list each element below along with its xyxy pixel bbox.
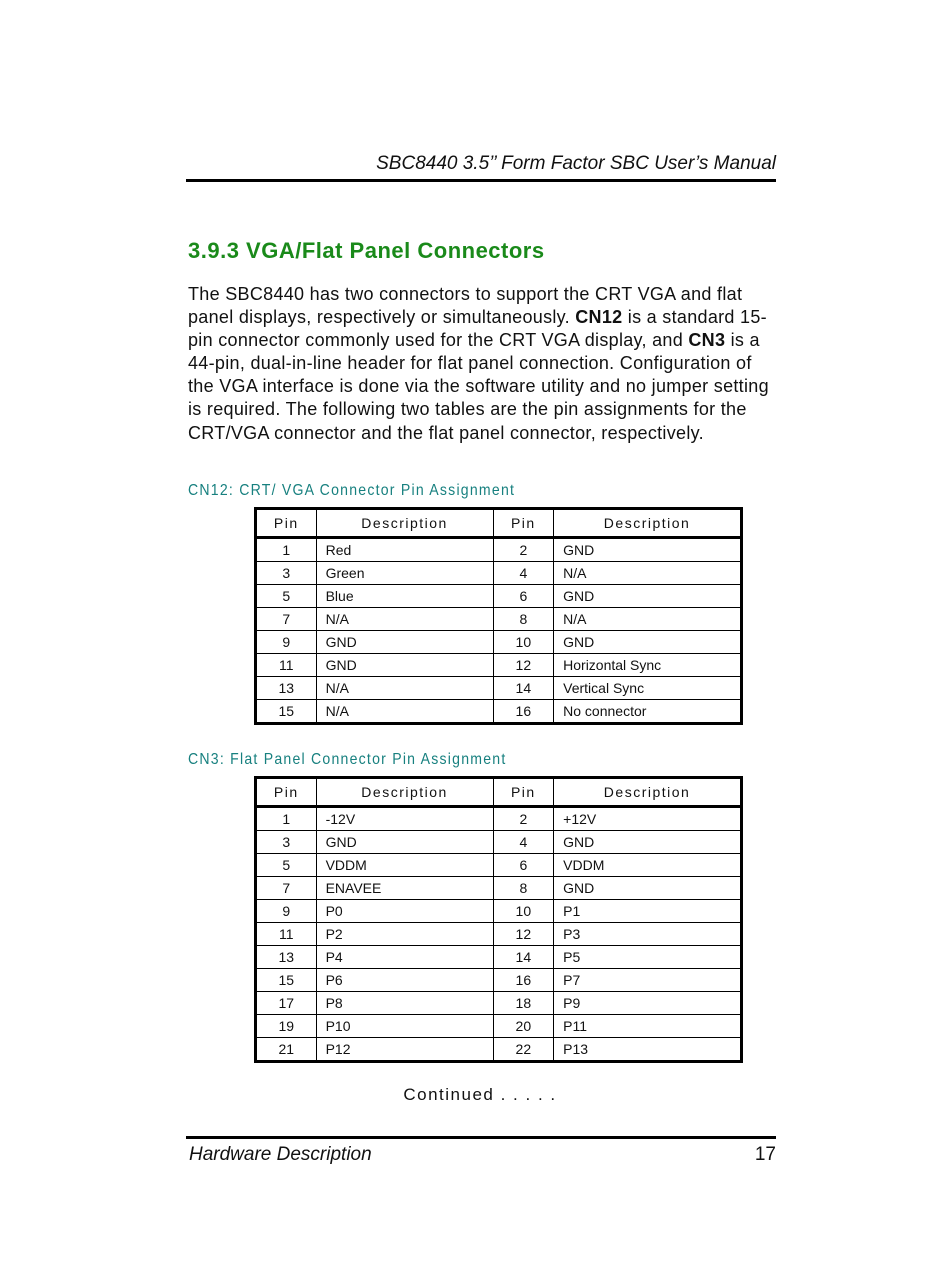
pin-number-cell: 9 bbox=[256, 900, 317, 923]
description-cell: N/A bbox=[554, 562, 742, 585]
pin-number-cell: 15 bbox=[256, 969, 317, 992]
table-row bbox=[256, 608, 742, 631]
intro-paragraph bbox=[188, 283, 778, 445]
table-row bbox=[256, 562, 742, 585]
column-header: Description bbox=[316, 509, 493, 538]
description-cell: ENAVEE bbox=[316, 877, 493, 900]
pin-number-cell: 13 bbox=[256, 946, 317, 969]
table-row bbox=[256, 1015, 742, 1038]
table-row bbox=[256, 854, 742, 877]
running-footer bbox=[186, 1136, 776, 1167]
description-cell: GND bbox=[554, 538, 742, 562]
cn12-table-caption: CN12: CRT/ VGA Connector Pin Assignment bbox=[188, 482, 516, 499]
cn12-table-body bbox=[256, 538, 742, 724]
table-row bbox=[256, 969, 742, 992]
table-row bbox=[256, 900, 742, 923]
description-cell: N/A bbox=[554, 608, 742, 631]
description-cell: P1 bbox=[554, 900, 742, 923]
column-header: Description bbox=[554, 778, 742, 807]
description-cell: P8 bbox=[316, 992, 493, 1015]
pin-number-cell: 5 bbox=[256, 585, 317, 608]
pin-number-cell: 21 bbox=[256, 1038, 317, 1062]
pin-number-cell: 13 bbox=[256, 677, 317, 700]
description-cell: No connector bbox=[554, 700, 742, 724]
description-cell: GND bbox=[316, 631, 493, 654]
cn3-label: CN3 bbox=[688, 330, 726, 351]
pin-number-cell: 10 bbox=[493, 900, 554, 923]
pin-number-cell: 6 bbox=[493, 585, 554, 608]
description-cell: Green bbox=[316, 562, 493, 585]
pin-number-cell: 9 bbox=[256, 631, 317, 654]
table-header-row bbox=[256, 509, 742, 538]
pin-number-cell: 19 bbox=[256, 1015, 317, 1038]
table-row bbox=[256, 831, 742, 854]
cn12-pin-table bbox=[254, 507, 743, 725]
cn12-label: CN12 bbox=[575, 307, 623, 328]
description-cell: N/A bbox=[316, 608, 493, 631]
description-cell: P11 bbox=[554, 1015, 742, 1038]
description-cell: P4 bbox=[316, 946, 493, 969]
page-number: 17 bbox=[754, 1144, 776, 1165]
pin-number-cell: 8 bbox=[493, 608, 554, 631]
description-cell: Blue bbox=[316, 585, 493, 608]
pin-number-cell: 4 bbox=[493, 562, 554, 585]
cn3-table-caption: CN3: Flat Panel Connector Pin Assignment bbox=[188, 751, 507, 768]
description-cell: N/A bbox=[316, 677, 493, 700]
pin-number-cell: 16 bbox=[493, 969, 554, 992]
table-row bbox=[256, 654, 742, 677]
pin-number-cell: 3 bbox=[256, 831, 317, 854]
table-row bbox=[256, 877, 742, 900]
description-cell: Horizontal Sync bbox=[554, 654, 742, 677]
description-cell: GND bbox=[554, 831, 742, 854]
pin-number-cell: 11 bbox=[256, 923, 317, 946]
description-cell: P13 bbox=[554, 1038, 742, 1062]
table-row bbox=[256, 677, 742, 700]
running-header bbox=[186, 152, 776, 182]
cn3-table-body bbox=[256, 807, 742, 1062]
description-cell: P10 bbox=[316, 1015, 493, 1038]
column-header: Description bbox=[316, 778, 493, 807]
intro-text-3: is a 44-pin, dual-in-line header for flat panel connection. Configuration of the VGA interface is done via the software utility and no jumper setting is required. The following two tables are the pin assignments for the CRT/VGA connector and the flat panel connector, respectively. bbox=[188, 330, 769, 443]
manual-title: SBC8440 3.5’’ Form Factor SBC User’s Manual bbox=[376, 153, 776, 174]
pin-number-cell: 12 bbox=[493, 654, 554, 677]
column-header: Pin bbox=[493, 778, 554, 807]
column-header: Description bbox=[554, 509, 742, 538]
footer-section: Hardware Description bbox=[189, 1144, 372, 1165]
pin-number-cell: 2 bbox=[493, 807, 554, 831]
description-cell: P2 bbox=[316, 923, 493, 946]
description-cell: P5 bbox=[554, 946, 742, 969]
pin-number-cell: 3 bbox=[256, 562, 317, 585]
intro-text-2: is a standard 15-pin connector commonly used for the CRT VGA display, and bbox=[188, 307, 767, 351]
table-row bbox=[256, 946, 742, 969]
intro-text-1: The SBC8440 has two connectors to support the CRT VGA and flat panel displays, respectively or simultaneously. bbox=[188, 284, 743, 328]
pin-number-cell: 10 bbox=[493, 631, 554, 654]
description-cell: P3 bbox=[554, 923, 742, 946]
pin-number-cell: 22 bbox=[493, 1038, 554, 1062]
pin-number-cell: 1 bbox=[256, 807, 317, 831]
table-row bbox=[256, 538, 742, 562]
description-cell: GND bbox=[554, 877, 742, 900]
pin-number-cell: 7 bbox=[256, 877, 317, 900]
description-cell: Vertical Sync bbox=[554, 677, 742, 700]
description-cell: -12V bbox=[316, 807, 493, 831]
description-cell: VDDM bbox=[554, 854, 742, 877]
description-cell: P7 bbox=[554, 969, 742, 992]
pin-number-cell: 14 bbox=[493, 677, 554, 700]
description-cell: +12V bbox=[554, 807, 742, 831]
pin-number-cell: 14 bbox=[493, 946, 554, 969]
description-cell: GND bbox=[316, 831, 493, 854]
table-row bbox=[256, 1038, 742, 1062]
pin-number-cell: 2 bbox=[493, 538, 554, 562]
table-row bbox=[256, 923, 742, 946]
pin-number-cell: 11 bbox=[256, 654, 317, 677]
pin-number-cell: 18 bbox=[493, 992, 554, 1015]
pin-number-cell: 20 bbox=[493, 1015, 554, 1038]
table-header-row bbox=[256, 778, 742, 807]
description-cell: GND bbox=[554, 585, 742, 608]
table-row bbox=[256, 631, 742, 654]
continued-note: Continued . . . . . bbox=[403, 1085, 557, 1104]
pin-number-cell: 7 bbox=[256, 608, 317, 631]
table-row bbox=[256, 585, 742, 608]
pin-number-cell: 15 bbox=[256, 700, 317, 724]
description-cell: N/A bbox=[316, 700, 493, 724]
cn3-pin-table bbox=[254, 776, 743, 1063]
pin-number-cell: 5 bbox=[256, 854, 317, 877]
pin-number-cell: 8 bbox=[493, 877, 554, 900]
pin-number-cell: 16 bbox=[493, 700, 554, 724]
pin-number-cell: 17 bbox=[256, 992, 317, 1015]
description-cell: VDDM bbox=[316, 854, 493, 877]
pin-number-cell: 4 bbox=[493, 831, 554, 854]
section-heading: 3.9.3 VGA/Flat Panel Connectors bbox=[188, 238, 545, 263]
table-row bbox=[256, 700, 742, 724]
table-row bbox=[256, 992, 742, 1015]
pin-number-cell: 12 bbox=[493, 923, 554, 946]
pin-number-cell: 1 bbox=[256, 538, 317, 562]
description-cell: P9 bbox=[554, 992, 742, 1015]
description-cell: GND bbox=[554, 631, 742, 654]
column-header: Pin bbox=[256, 778, 317, 807]
column-header: Pin bbox=[493, 509, 554, 538]
column-header: Pin bbox=[256, 509, 317, 538]
pin-number-cell: 6 bbox=[493, 854, 554, 877]
table-row bbox=[256, 807, 742, 831]
description-cell: P12 bbox=[316, 1038, 493, 1062]
description-cell: P0 bbox=[316, 900, 493, 923]
description-cell: GND bbox=[316, 654, 493, 677]
description-cell: P6 bbox=[316, 969, 493, 992]
description-cell: Red bbox=[316, 538, 493, 562]
